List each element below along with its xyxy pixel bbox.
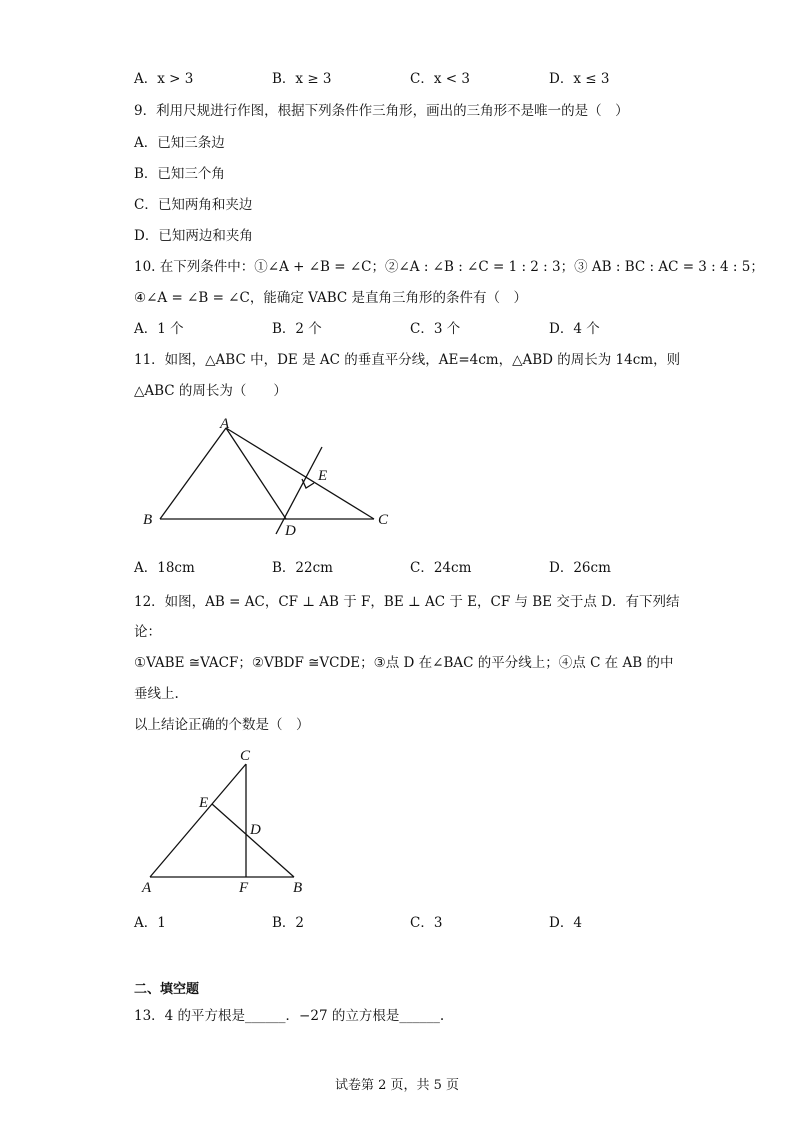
q11-option-d: D．26cm <box>549 560 611 576</box>
q12-stem-line4: 垂线上. <box>134 686 179 702</box>
q12-triangle-figure <box>130 740 330 900</box>
segment-ad <box>226 428 286 519</box>
q11-stem-line2: △ABC 的周长为（ ） <box>134 383 287 399</box>
perpendicular-bisector <box>276 447 322 534</box>
label-a: A <box>142 880 152 896</box>
q12-stem-line1: 12．如图，AB = AC，CF ⊥ AB 于 F，BE ⊥ AC 于 E，CF 与 BE 交于点 D．有下列结 <box>134 594 680 610</box>
label-e: E <box>199 795 209 811</box>
q11-option-b: B．22cm <box>272 560 333 576</box>
q9-option-d: D．已知两边和夹角 <box>134 228 253 244</box>
label-a: A <box>220 416 230 432</box>
q11-stem-line1: 11．如图，△ABC 中，DE 是 AC 的垂直平分线，AE=4cm，△ABD 的周长为 14cm，则 <box>134 352 681 368</box>
q11-option-c: C．24cm <box>410 560 472 576</box>
q9-option-a: A．已知三条边 <box>134 135 225 151</box>
q12-option-a: A．1 <box>134 915 166 931</box>
q10-stem-line1: 10. 在下列条件中：①∠A + ∠B = ∠C；②∠A : ∠B : ∠C = 1 : 2 : 3；③ AB : BC : AC = 3 : 4 : 5； <box>134 259 764 275</box>
q12-stem-line2: 论： <box>134 624 161 640</box>
q9-stem: 9．利用尺规进行作图，根据下列条件作三角形，画出的三角形不是唯一的是（ ） <box>134 103 629 119</box>
segment-be <box>212 804 294 877</box>
label-c: C <box>240 748 251 764</box>
q12-option-b: B．2 <box>272 915 305 931</box>
label-d: D <box>250 822 261 838</box>
q8-option-b: B．x ≥ 3 <box>272 71 332 87</box>
page-footer: 试卷第 2 页，共 5 页 <box>334 1078 460 1093</box>
q9-option-b: B．已知三个角 <box>134 166 225 182</box>
q13-stem: 13．4 的平方根是______．−27 的立方根是______. <box>134 1008 445 1024</box>
q12-option-d: D．4 <box>549 915 582 931</box>
q9-option-c: C．已知两角和夹边 <box>134 197 253 213</box>
label-b: B <box>143 512 153 528</box>
q8-option-a: A．x > 3 <box>134 71 194 87</box>
section-title: 二、填空题 <box>134 982 200 997</box>
label-b: B <box>293 880 303 896</box>
q12-stem-line3: ①VABE ≅VACF；②VBDF ≅VCDE；③点 D 在∠BAC 的平分线上；④点 C 在 AB 的中 <box>134 655 674 671</box>
label-c: C <box>378 512 389 528</box>
q10-option-d: D．4 个 <box>549 321 600 337</box>
label-d: D <box>285 523 296 539</box>
q11-option-a: A．18cm <box>134 560 195 576</box>
q8-option-d: D．x ≤ 3 <box>549 71 610 87</box>
label-e: E <box>318 468 328 484</box>
q10-option-a: A．1 个 <box>134 321 184 337</box>
segment-ac <box>150 764 246 877</box>
segment-ab <box>160 428 226 519</box>
q12-option-c: C．3 <box>410 915 443 931</box>
q11-triangle-figure <box>130 412 410 542</box>
q8-option-c: C．x < 3 <box>410 71 470 87</box>
q10-option-c: C．3 个 <box>410 321 461 337</box>
q10-option-b: B．2 个 <box>272 321 322 337</box>
segment-ac <box>226 428 374 519</box>
q10-stem-line2: ④∠A = ∠B = ∠C，能确定 VABC 是直角三角形的条件有（ ） <box>134 290 527 306</box>
q12-stem-line5: 以上结论正确的个数是（ ） <box>134 717 310 733</box>
label-f: F <box>239 880 249 896</box>
